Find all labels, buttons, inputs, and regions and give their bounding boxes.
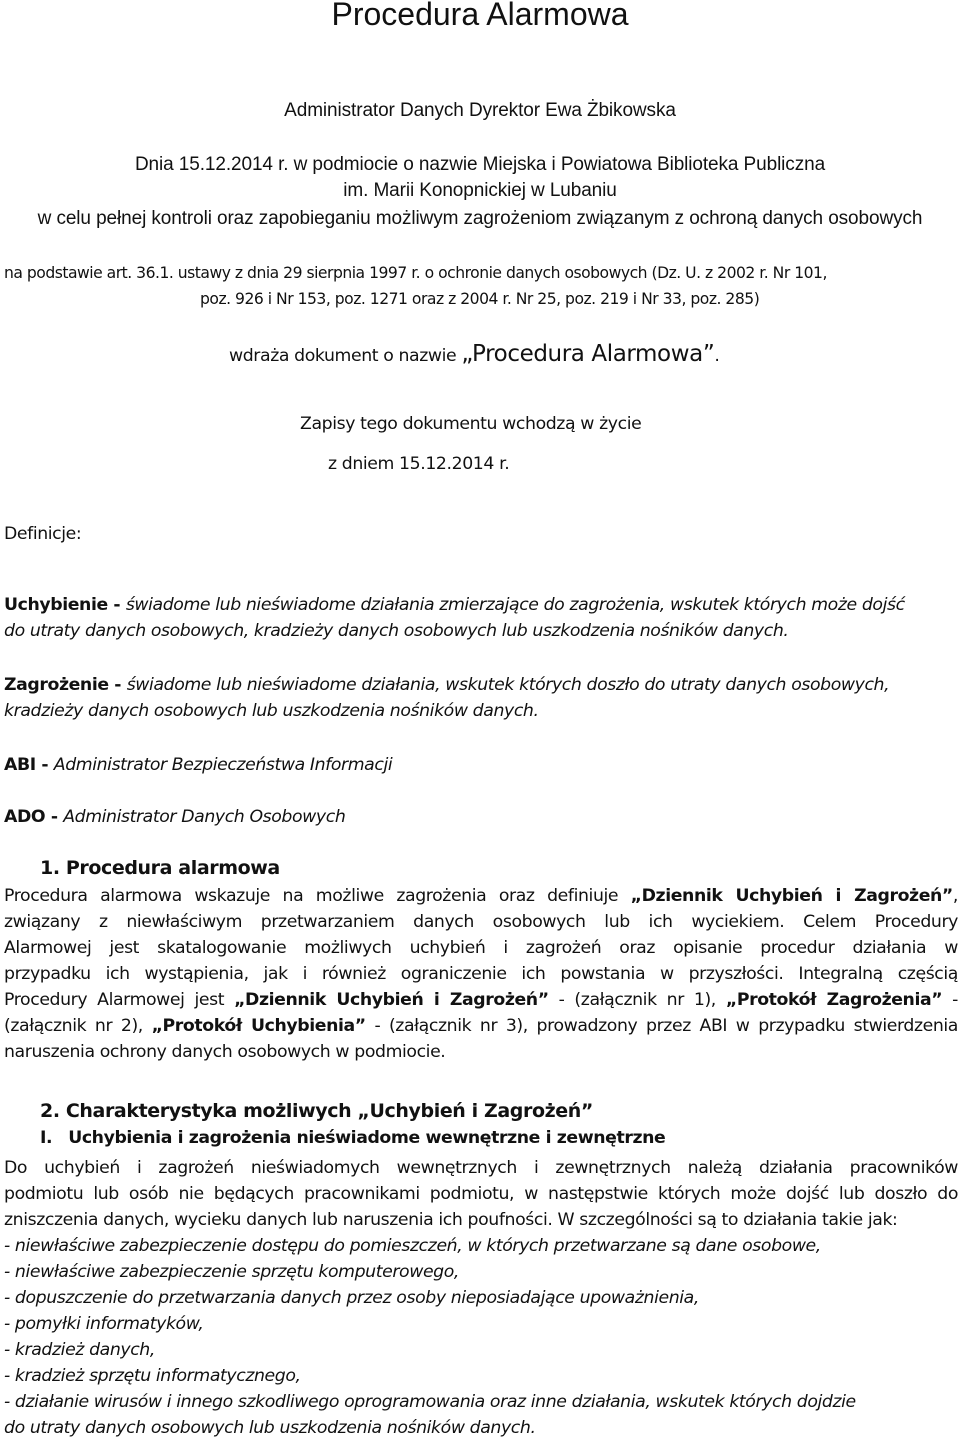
s1-dziennik-ref-1: „Dziennik Uchybień i Zagrożeń” xyxy=(630,886,953,906)
definitions-heading: Definicje: xyxy=(4,524,82,544)
s1-dziennik-ref-2: „Dziennik Uchybień i Zagrożeń” xyxy=(234,990,549,1010)
def-abi: Administrator Bezpieczeństwa Informacji xyxy=(53,755,393,775)
s1-line-1a: Procedura alarmowa wskazuje na możliwe zagrożenia oraz definiuje xyxy=(4,886,631,906)
section-2-subheading xyxy=(40,1128,665,1148)
section-2-heading: 2. Charakterystyka możliwych „Uchybień i Zagrożeń” xyxy=(40,1100,593,1122)
term-ado: ADO - xyxy=(4,807,64,827)
s1-line-4: przypadku ich wystąpienia, jak i również ograniczenie ich powstania w przyszłości. Integralną częścią xyxy=(4,964,958,984)
definition-uchybienie xyxy=(4,592,905,644)
list-item: - dopuszczenie do przetwarzania danych przez osoby nieposiadające upoważnienia, xyxy=(4,1288,699,1308)
list-item: - kradzież sprzętu informatycznego, xyxy=(4,1366,301,1386)
definition-zagrozenie xyxy=(4,672,889,724)
s1-line-6a: (załącznik nr 2), xyxy=(4,1016,152,1036)
procedure-name: „Procedura Alarmowa” xyxy=(461,341,715,367)
section-2-body xyxy=(4,1155,958,1441)
s1-line-5a: Procedury Alarmowej jest xyxy=(4,990,235,1010)
def-uchybienie-line-1: świadome lub nieświadome działania zmierzające do zagrożenia, wskutek których może dojść xyxy=(125,595,905,615)
s1-protokol-zagrozenia-ref: „Protokół Zagrożenia” xyxy=(725,990,943,1010)
implements-prefix: wdraża dokument o nazwie xyxy=(229,346,462,366)
header-line-3: w celu pełnej kontroli oraz zapobieganiu możliwym zagrożeniom związanym z ochroną danych osobowych xyxy=(37,208,923,229)
section-1-body xyxy=(4,883,958,1065)
definition-abi xyxy=(4,752,392,778)
list-item: - niewłaściwe zabezpieczenie dostępu do pomieszczeń, w których przetwarzane są dane osobowe, xyxy=(4,1236,821,1256)
def-ado: Administrator Danych Osobowych xyxy=(63,807,346,827)
subsection-number: I. xyxy=(40,1128,53,1148)
list-item: do utraty danych osobowych lub uszkodzenia nośników danych. xyxy=(4,1418,536,1438)
s2-para-line-1: Do uchybień i zagrożeń nieświadomych wewnętrznych i zewnętrznych należą działania pracowników xyxy=(4,1158,958,1178)
list-item: - kradzież danych, xyxy=(4,1340,155,1360)
implements-line xyxy=(229,341,719,367)
s1-line-6c: - (załącznik nr 3), prowadzony przez ABI w przypadku stwierdzenia xyxy=(365,1016,958,1036)
list-item: - działanie wirusów i innego szkodliwego oprogramowania oraz inne działania, wskutek których dojdzie xyxy=(4,1392,856,1412)
header-line-2: im. Marii Konopnickiej w Lubaniu xyxy=(343,180,617,201)
data-administrator: Administrator Danych Dyrektor Ewa Żbikowska xyxy=(284,100,676,121)
s1-line-1c: , xyxy=(952,886,958,906)
implements-suffix: . xyxy=(714,346,720,366)
s2-para-line-2: podmiotu lub osób nie będących pracownikami podmiotu, w następstwie których może dojść lub doszło do xyxy=(4,1184,958,1204)
def-uchybienie-line-2: do utraty danych osobowych, kradzieży danych osobowych lub uszkodzenia nośników danych. xyxy=(4,621,789,641)
s1-protokol-uchybienia-ref: „Protokół Uchybienia” xyxy=(151,1016,366,1036)
legal-basis-line-1: na podstawie art. 36.1. ustawy z dnia 29 sierpnia 1997 r. o ochronie danych osobowych (Dz. U. z 2002 r. Nr 101, xyxy=(4,264,827,282)
list-item: - niewłaściwe zabezpieczenie sprzętu komputerowego, xyxy=(4,1262,460,1282)
effective-line-1: Zapisy tego dokumentu wchodzą w życie xyxy=(300,414,642,434)
term-zagrozenie: Zagrożenie - xyxy=(4,675,127,695)
legal-basis-line-2: poz. 926 i Nr 153, poz. 1271 oraz z 2004 r. Nr 25, poz. 219 i Nr 33, poz. 285) xyxy=(200,290,760,308)
s1-line-7: naruszenia ochrony danych osobowych w podmiocie. xyxy=(4,1042,446,1062)
s1-line-5e: - xyxy=(942,990,959,1010)
s1-line-2: związany z niewłaściwym przetwarzaniem danych osobowych lub ich wyciekiem. Celem Procedury xyxy=(4,912,958,932)
header-line-1: Dnia 15.12.2014 r. w podmiocie o nazwie Miejska i Powiatowa Biblioteka Publiczna xyxy=(134,154,826,175)
document-title: Procedura Alarmowa xyxy=(331,0,629,32)
effective-date: z dniem 15.12.2014 r. xyxy=(328,454,510,474)
subsection-title: Uchybienia i zagrożenia nieświadome wewnętrzne i zewnętrzne xyxy=(68,1128,666,1148)
definition-ado xyxy=(4,804,345,830)
list-item: - pomyłki informatyków, xyxy=(4,1314,204,1334)
s1-line-5c: - (załącznik nr 1), xyxy=(548,990,726,1010)
def-zagrozenie-line-2: kradzieży danych osobowych lub uszkodzenia nośników danych. xyxy=(4,701,539,721)
def-zagrozenie-line-1: świadome lub nieświadome działania, wskutek których doszło do utraty danych osobowych, xyxy=(126,675,890,695)
term-abi: ABI - xyxy=(4,755,54,775)
s2-para-line-3: zniszczenia danych, wycieku danych lub naruszenia ich poufności. W szczególności są to działania takie jak: xyxy=(4,1210,898,1230)
s1-line-3: Alarmowej jest skatalogowanie możliwych uchybień i zagrożeń oraz opisanie procedur działania w xyxy=(4,938,958,958)
section-1-heading: 1. Procedura alarmowa xyxy=(40,857,280,879)
term-uchybienie: Uchybienie - xyxy=(4,595,126,615)
